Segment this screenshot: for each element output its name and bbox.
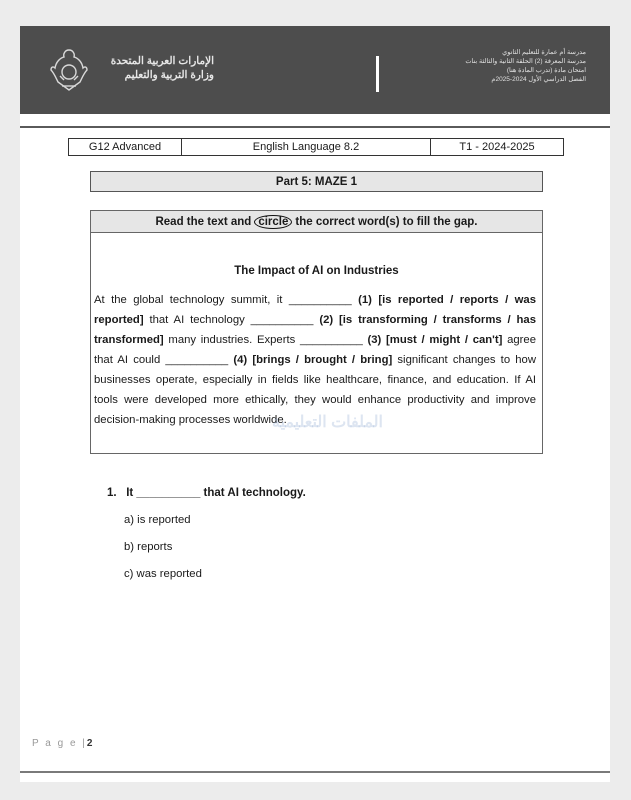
gap-4-choices: (4) [brings / brought / bring] <box>233 354 393 366</box>
gap-2-choices: (2) [is transforming / transforms / has transformed] <box>94 314 537 346</box>
document-page <box>20 26 610 782</box>
school-info <box>416 48 586 84</box>
instruction-circled-word: circle <box>254 215 292 229</box>
option-c[interactable]: c) was reported <box>124 568 202 580</box>
school-line-4: الفصل الدراسي الأول 2024-2025م <box>491 76 586 83</box>
header-divider <box>376 56 379 92</box>
passage-segment: agree that AI could __________ <box>94 334 536 366</box>
question-number: 1. <box>107 487 117 499</box>
passage-segment: significant changes to how businesses operate, especially in fields like healthcare, finance, and education. If AI tools were developed more ethically, they would enhance productivity and improve decision-making processes worldwide. <box>94 354 536 426</box>
option-a[interactable]: a) is reported <box>124 514 191 526</box>
top-rule <box>20 126 610 128</box>
page-footer <box>32 738 92 749</box>
school-line-3: امتحان مادة (تدرب المادة هنا) <box>506 67 586 74</box>
ministry-line-2: وزارة التربية والتعليم <box>124 69 214 81</box>
question-1 <box>107 487 306 499</box>
passage-segment: At the global technology summit, it __________ <box>94 294 359 306</box>
part-title: Part 5: MAZE 1 <box>90 171 543 192</box>
passage-segment: many industries. Experts __________ <box>163 334 368 346</box>
term-cell: T1 - 2024-2025 <box>459 141 535 153</box>
grade-cell: G12 Advanced <box>69 139 182 155</box>
bottom-rule <box>20 771 610 773</box>
watermark: الملفات التعليمية <box>272 414 383 431</box>
school-line-2: مدرسة المعرفة (2) الحلقة الثانية والثالثة بنات <box>465 58 586 65</box>
uae-emblem-icon <box>48 46 90 94</box>
instruction-before: Read the text and <box>155 215 252 228</box>
option-b[interactable]: b) reports <box>124 541 173 553</box>
ministry-name <box>94 54 214 82</box>
subject-cell: English Language 8.2 <box>182 139 431 155</box>
gap-3-choices: (3) [must / might / can't] <box>367 334 503 346</box>
question-text: It __________ that AI technology. <box>126 487 306 499</box>
ministry-line-1: الإمارات العربية المتحدة <box>110 55 214 67</box>
instruction <box>91 211 542 233</box>
passage-title: The Impact of AI on Industries <box>234 265 399 277</box>
school-line-1: مدرسة أم عمارة للتعليم الثانوي <box>502 49 586 56</box>
gap-1-choices: (1) [is reported / reports / was reported] <box>94 294 536 326</box>
instruction-after: the correct word(s) to fill the gap. <box>295 215 478 228</box>
info-table <box>68 138 564 156</box>
passage-text <box>94 290 536 430</box>
header-band <box>20 26 610 114</box>
page-label: P a g e | <box>32 738 87 749</box>
page-number: 2 <box>86 738 93 749</box>
passage-segment: that AI technology __________ <box>143 314 320 326</box>
